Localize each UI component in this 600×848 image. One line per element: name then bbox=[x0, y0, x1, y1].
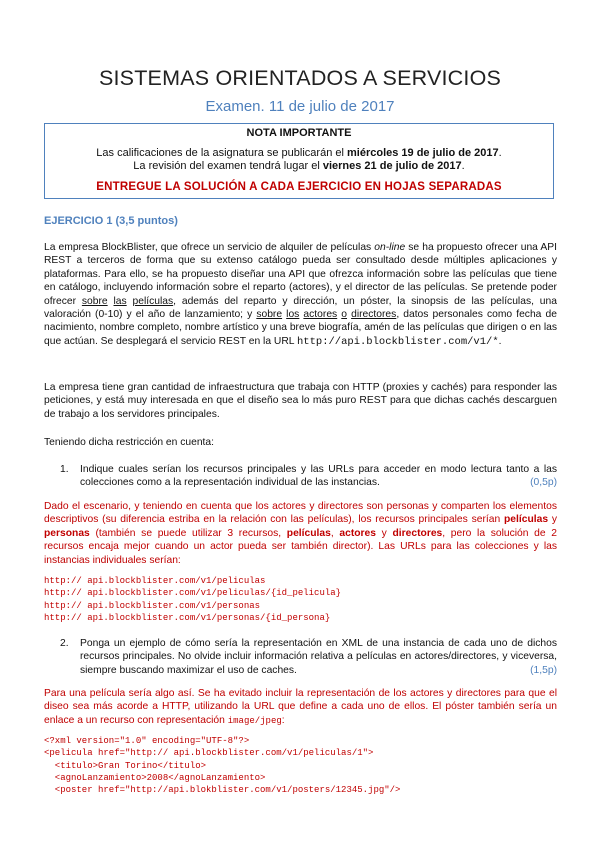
question-text bbox=[80, 637, 557, 677]
underlined-word: o bbox=[341, 309, 348, 321]
notice-line-grades bbox=[45, 147, 553, 160]
important-notice-box bbox=[44, 123, 554, 199]
notice-warning: ENTREGUE LA SOLUCIÓN A CADA EJERCICIO EN HOJAS SEPARADAS bbox=[96, 181, 502, 193]
underlined-word: actores bbox=[303, 309, 338, 321]
answer-text: , bbox=[330, 527, 340, 539]
question-body: Ponga un ejemplo de cómo sería la representación en XML de una instancia de cada uno de dichos recursos principales. No olvide incluir información relativa a películas en actores/directores, y viceversa, siempre buscando maximizar el uso de caches. bbox=[80, 638, 557, 676]
exercise-intro-paragraph bbox=[44, 241, 557, 349]
underlined-word: películas bbox=[132, 295, 174, 307]
intro-italic: on-line bbox=[374, 242, 406, 253]
answer-text: (también se puede utilizar 3 recursos, bbox=[89, 527, 287, 539]
notice-text: . bbox=[498, 147, 502, 159]
answer-text: y bbox=[548, 514, 557, 526]
question-points: (1,5p) bbox=[530, 664, 557, 676]
answer-bold: directores bbox=[392, 527, 443, 539]
url-list bbox=[44, 575, 341, 624]
question-number: 1. bbox=[60, 464, 69, 475]
xml-line: <agnoLanzamiento>2008</agnoLanzamiento> bbox=[44, 772, 266, 783]
question-body: Indique cuales serían los recursos principales y las URLs para acceder en modo lectura tanto a las colecciones como a la representación individual de las instancias. bbox=[80, 464, 557, 489]
answer-bold: actores bbox=[339, 527, 377, 539]
underlined-word: los bbox=[286, 309, 300, 321]
notice-heading: NOTA IMPORTANTE bbox=[246, 127, 352, 139]
intro-text: , datos personales como fecha de nacimiento, nombre completo, nombre artístico y una breve biografía, amén de las películas que dirigen o en las que actúan. Se desplegará el servicio REST en la URL bbox=[44, 309, 557, 347]
url-line: http:// api.blockblister.com/v1/personas bbox=[44, 600, 261, 611]
exam-date-subtitle: Examen. 11 de julio de 2017 bbox=[205, 98, 395, 115]
intro-text: se ha propuesto ofrecer una API REST a terceros de forma que su extenso catálogo pueda ser consultado desde múltiples aplicaciones y plataformas. Para ello, se ha propuesto diseñar una API que ofrezca información sobre las películas que tiene en catálogo, incluyendo información sobre el reparto (actores), y el director de las películas. Se pretende poder ofrecer bbox=[44, 242, 558, 307]
answer-bold: películas bbox=[503, 514, 549, 526]
answer-bold: películas bbox=[286, 527, 331, 539]
question-points: (0,5p) bbox=[530, 477, 557, 489]
answer-text: y bbox=[376, 527, 393, 539]
answer-text: , pero la solución de 2 recursos encaja mejor cuando un actor pueda ser también director). Las URLs para las colecciones y las instancias individuales serían: bbox=[44, 527, 557, 566]
url-line: http:// api.blockblister.com/v1/personas/{id_persona} bbox=[44, 612, 331, 623]
intro-text: La empresa BlockBlister, que ofrece un servicio de alquiler de películas bbox=[44, 242, 375, 253]
xml-line: <pelicula href="http:// api.blockblister.com/v1/peliculas/1"> bbox=[44, 748, 374, 759]
restriction-line: Teniendo dicha restricción en cuenta: bbox=[44, 437, 215, 448]
url-line: http:// api.blockblister.com/v1/peliculas bbox=[44, 576, 266, 586]
notice-line-review bbox=[45, 160, 553, 173]
xml-example bbox=[44, 735, 400, 796]
mime-type: image/jpeg bbox=[227, 715, 282, 726]
underlined-word: directores bbox=[351, 309, 397, 321]
answer-1-paragraph bbox=[44, 500, 557, 567]
underlined-word: las bbox=[113, 295, 127, 307]
xml-line: <?xml version="1.0" encoding="UTF-8"?> bbox=[44, 736, 250, 746]
exercise-heading: EJERCICIO 1 (3,5 puntos) bbox=[44, 215, 178, 227]
page-title: SISTEMAS ORIENTADOS A SERVICIOS bbox=[98, 66, 502, 90]
answer-text: Para una película sería algo así. Se ha evitado incluir la representación de los actores y directores para que el diseo sea más acorde a HTTP, utilizando la URL que define a cada uno de ellos. El póster también sería un enlace a un recurso con representación bbox=[44, 688, 557, 726]
service-url: http://api.blockblister.com/v1/* bbox=[297, 335, 499, 348]
answer-text: Dado el escenario, y teniendo en cuenta que los actores y directores son personas y comparten los elementos descriptivos (su diferencia estriba en la relación con las películas), los recursos principales serían bbox=[44, 501, 557, 526]
review-date: viernes 21 de julio de 2017 bbox=[322, 160, 462, 172]
intro-text: , además del reparto y dirección, un póster, la sinopsis de las películas, una valoración (0-10) y el año de lanzamiento; y bbox=[44, 295, 557, 321]
question-text bbox=[80, 463, 557, 490]
intro-text: . bbox=[498, 335, 502, 347]
infrastructure-paragraph: La empresa tiene gran cantidad de infraestructura que trabaja con HTTP (proxies y cachés) para responder las peticiones, y está muy interesada en que el diseño sea lo más puro REST para que dichas cachés descarguen de trabajo a los servidores principales. bbox=[44, 382, 557, 420]
url-line: http:// api.blockblister.com/v1/peliculas/{id_pelicula} bbox=[44, 588, 342, 599]
answer-2-paragraph bbox=[44, 687, 557, 728]
notice-text: Las calificaciones de la asignatura se publicarán el bbox=[96, 147, 347, 159]
question-1 bbox=[60, 463, 557, 490]
grades-date: miércoles 19 de julio de 2017 bbox=[347, 147, 499, 159]
question-2 bbox=[60, 637, 557, 677]
xml-line: <poster href="http://api.blokblister.com/v1/posters/12345.jpg"/> bbox=[44, 785, 401, 796]
question-number: 2. bbox=[60, 638, 69, 649]
answer-text: : bbox=[281, 714, 285, 726]
underlined-word: sobre bbox=[81, 295, 108, 307]
underlined-word: sobre bbox=[256, 309, 283, 321]
xml-line: <titulo>Gran Torino</titulo> bbox=[44, 760, 207, 771]
notice-text: . bbox=[461, 160, 465, 172]
answer-bold: personas bbox=[44, 527, 90, 539]
notice-text: La revisión del examen tendrá lugar el bbox=[133, 160, 323, 172]
